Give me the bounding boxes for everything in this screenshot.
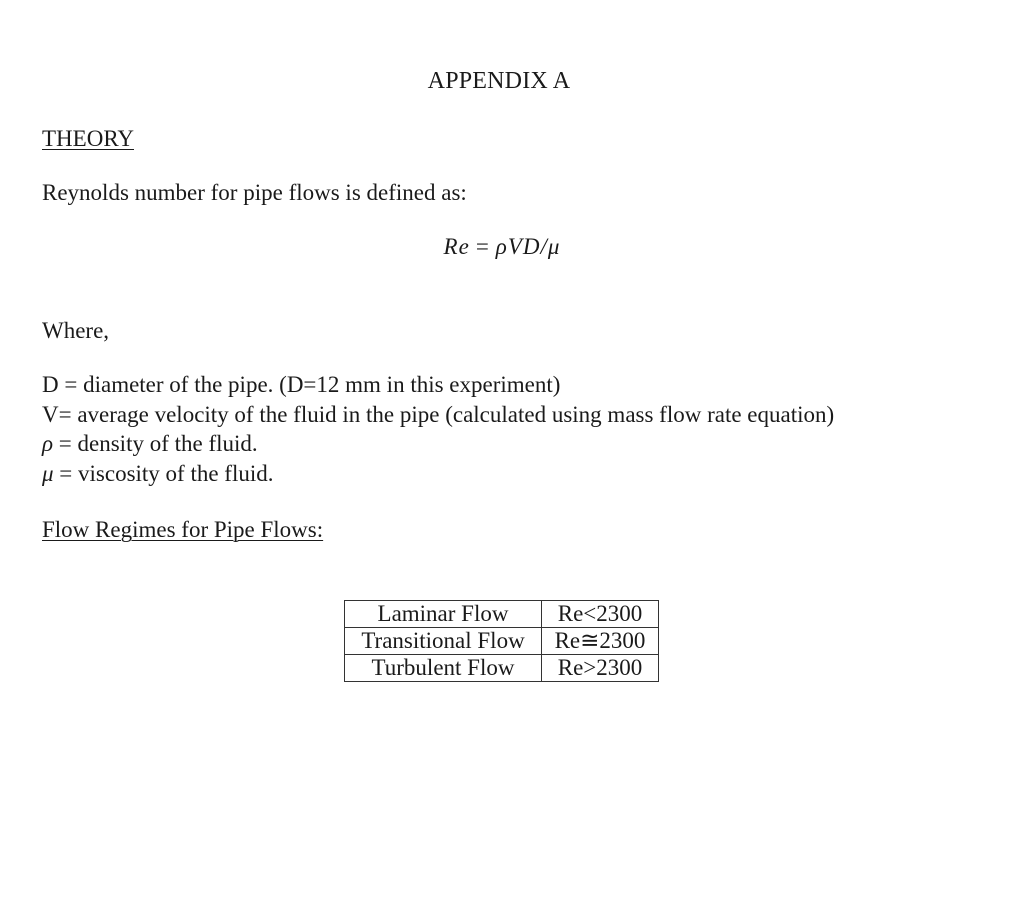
definition-symbol: D (42, 372, 59, 397)
intro-paragraph: Reynolds number for pipe flows is defined as: (42, 180, 467, 205)
table-row (345, 601, 659, 628)
where-label: Where, (42, 318, 110, 343)
regime-name-cell: Transitional Flow (345, 628, 542, 655)
definition-diameter (42, 370, 834, 400)
equation-rhs: ρVD/μ (495, 234, 561, 259)
definition-text: = diameter of the pipe. (D=12 mm in this experiment) (58, 372, 561, 397)
table-row (345, 628, 659, 655)
definition-text: = viscosity of the fluid. (53, 460, 274, 486)
definition-symbol: μ (42, 460, 54, 486)
section-heading-theory: THEORY (42, 126, 134, 151)
equation-sign: = (475, 234, 490, 259)
appendix-title: APPENDIX A (427, 68, 571, 94)
regime-name-cell: Turbulent Flow (345, 655, 542, 682)
flow-regimes-heading: Flow Regimes for Pipe Flows: (42, 517, 324, 542)
regime-range-cell: Re<2300 (542, 601, 659, 628)
table-row (345, 655, 659, 682)
definition-symbol: V (42, 401, 59, 427)
definition-velocity (42, 400, 834, 430)
definition-text: = density of the fluid. (53, 431, 258, 456)
definition-density (42, 429, 834, 459)
definition-symbol: ρ (42, 431, 54, 456)
definition-viscosity (42, 459, 834, 489)
definitions-list (42, 370, 834, 488)
flow-regimes-table (344, 600, 659, 682)
regime-range-cell: Re>2300 (542, 655, 659, 682)
reynolds-equation (0, 234, 1004, 260)
definition-text: = average velocity of the fluid in the pipe (calculated using mass flow rate equation) (58, 401, 835, 427)
regime-range-cell: Re≅2300 (542, 628, 659, 655)
regime-name-cell: Laminar Flow (345, 601, 542, 628)
equation-lhs: Re (443, 234, 470, 259)
